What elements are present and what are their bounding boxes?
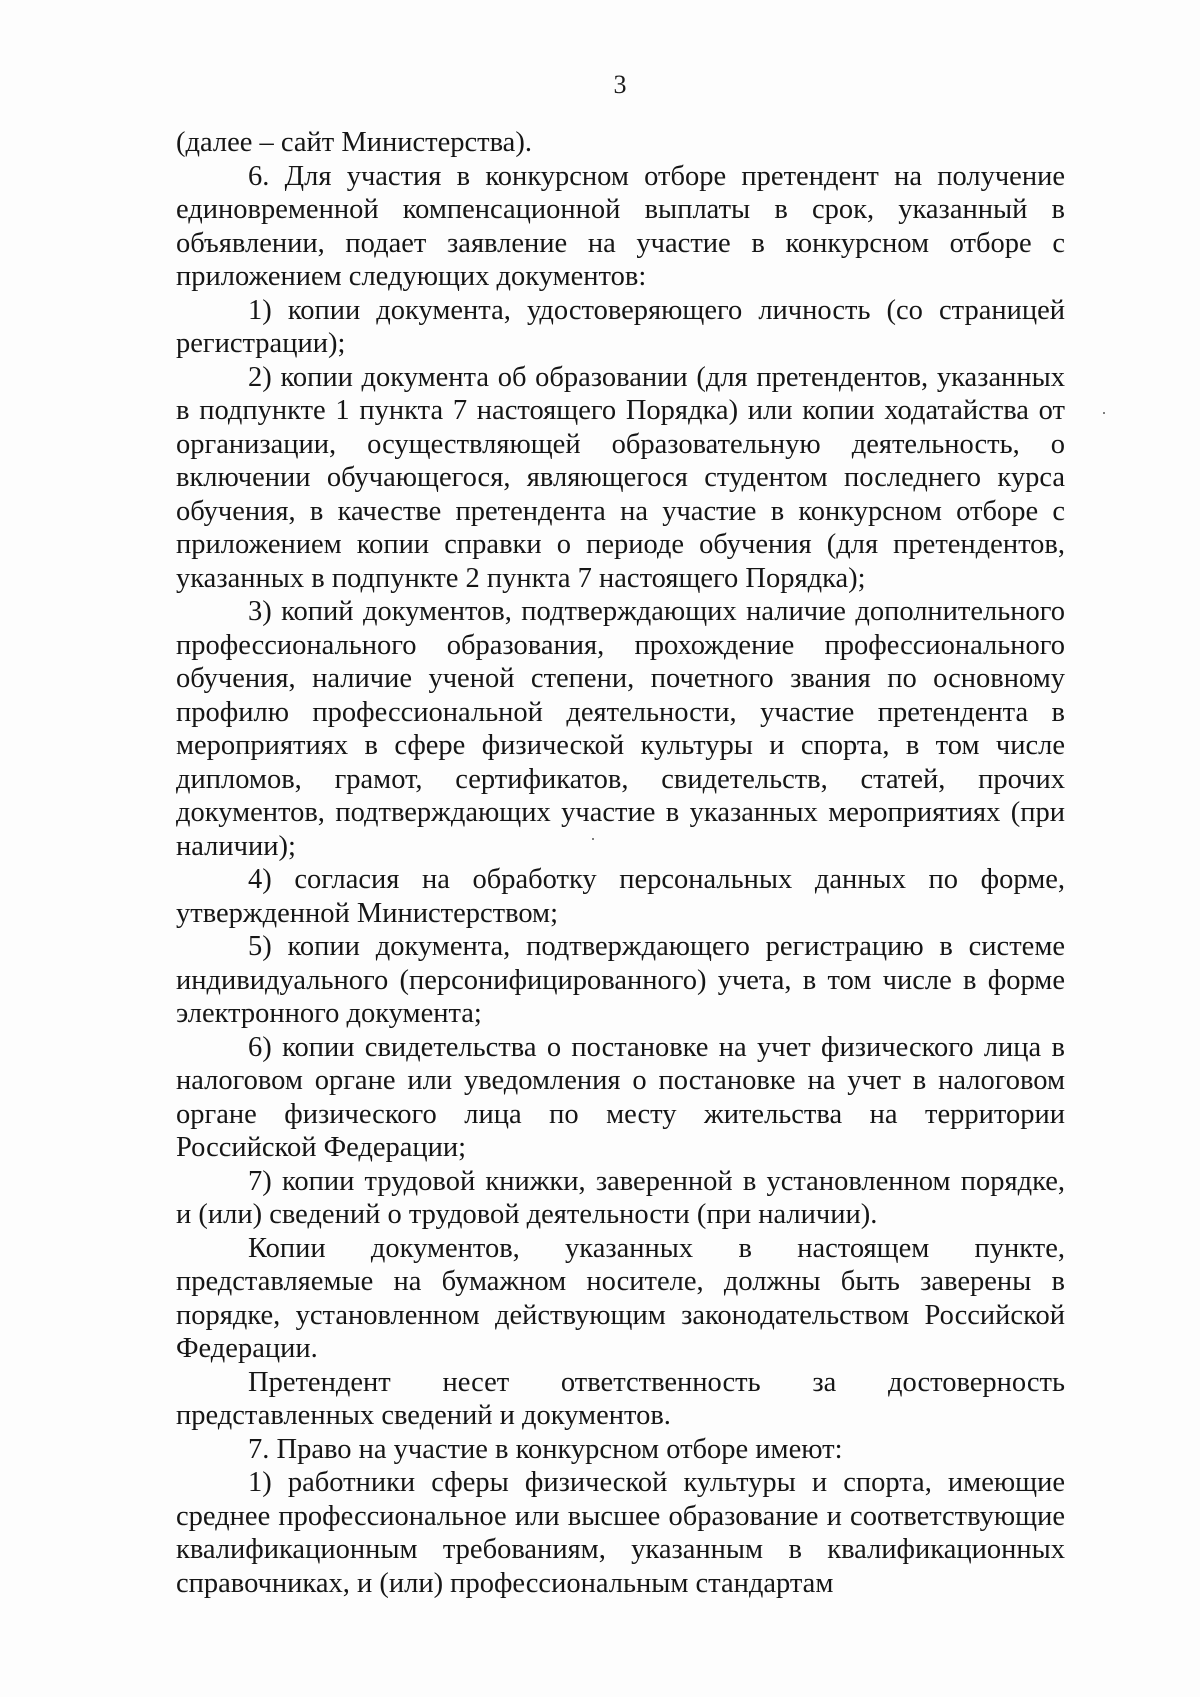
scan-speck <box>1103 412 1105 414</box>
paragraph-subitem-2: 2) копии документа об образовании (для претендентов, указанных в подпункте 1 пункта 7 настоящего Порядка) или копии ходатайства от организации, осуществляющей образовательную деятельность, о включении обучающегося, являющегося студентом последнего курса обучения, в качестве претендента на участие в конкурсном отборе с приложением копии справки о периоде обучения (для претендентов, указанных в подпункте 2 пункта 7 настоящего Порядка); <box>176 361 1065 594</box>
paragraph-item-7-subitem-1: 1) работники сферы физической культуры и спорта, имеющие среднее профессиональное или высшее образование и соответствующие квалификационным требованиям, указанным в квалификационных справочниках, и (или) профессиональным стандартам <box>176 1467 1065 1599</box>
paragraph-subitem-5: 5) копии документа, подтверждающего регистрацию в системе индивидуального (персонифицированного) учета, в том числе в форме электронного документа; <box>176 931 1065 1029</box>
paragraph-subitem-4: 4) согласия на обработку персональных данных по форме, утвержденной Министерством; <box>176 864 1065 929</box>
document-body <box>176 126 1065 1600</box>
paragraph-subitem-6: 6) копии свидетельства о постановке на учет физического лица в налоговом органе или уведомления о постановке на учет в налоговом органе физического лица по месту жительства на территории Российской Федерации; <box>176 1031 1065 1163</box>
paragraph-item-7: 7. Право на участие в конкурсном отборе имеют: <box>248 1433 843 1465</box>
paragraph-item-6: 6. Для участия в конкурсном отборе претендент на получение единовременной компенсационной выплаты в срок, указанный в объявлении, подает заявление на участие в конкурсном отборе с приложением следующих документов: <box>176 160 1065 292</box>
page-number: 3 <box>613 70 627 99</box>
paragraph-subitem-1: 1) копии документа, удостоверяющего личность (со страницей регистрации); <box>176 294 1065 359</box>
paragraph-responsibility: Претендент несет ответственность за достоверность представленных сведений и документов. <box>176 1366 1065 1431</box>
paragraph-copies-certification: Копии документов, указанных в настоящем пункте, представляемые на бумажном носителе, должны быть заверены в порядке, установленном действующим законодательством Российской Федерации. <box>176 1232 1065 1364</box>
paragraph-subitem-3: 3) копий документов, подтверждающих наличие дополнительного профессионального образования, прохождение профессионального обучения, наличие ученой степени, почетного звания по основному профилю профессиональной деятельности, участие претендента в мероприятиях в сфере физической культуры и спорта, в том числе дипломов, грамот, сертификатов, свидетельств, статей, прочих документов, подтверждающих участие в указанных мероприятиях (при наличии); <box>176 596 1065 862</box>
scan-speck <box>592 838 594 840</box>
paragraph-subitem-7: 7) копии трудовой книжки, заверенной в установленном порядке, и (или) сведений о трудовой деятельности (при наличии). <box>176 1165 1065 1230</box>
paragraph-continuation: (далее – сайт Министерства). <box>176 127 532 158</box>
